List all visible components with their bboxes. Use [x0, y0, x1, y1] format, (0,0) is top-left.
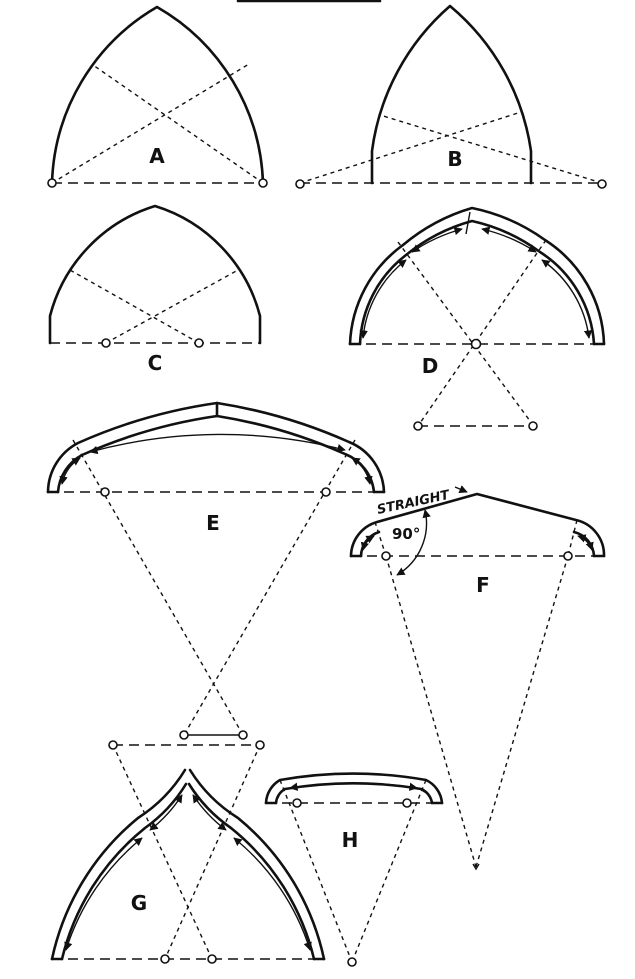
arch-f-radius-line-left — [386, 556, 476, 867]
arch-e-radius-line-left — [73, 440, 243, 735]
arch-f-intrados-right — [574, 532, 594, 556]
arch-h-radius-line-left — [280, 780, 352, 962]
label-a: A — [149, 144, 165, 168]
label-f: F — [476, 573, 490, 597]
arch-g-arc-arrow-right — [234, 838, 310, 950]
annotation-straight: STRAIGHT — [375, 487, 451, 518]
arch-d-centre-middle — [472, 340, 481, 349]
arch-a-centre-left — [48, 179, 56, 187]
arch-g-radius-line-left-upper — [113, 745, 212, 959]
arch-c-centre-right — [195, 339, 203, 347]
arch-g-arc-arrow-upper-right — [193, 795, 226, 830]
arch-g-centre-upper-left — [109, 741, 117, 749]
arch-f-joint-line-right — [568, 520, 577, 556]
arch-a — [48, 7, 267, 187]
arch-c-radius-line-left — [106, 270, 238, 343]
arch-h-centre-lower — [348, 958, 356, 966]
arch-e-centre-left — [101, 488, 109, 496]
arch-g-intrados-right — [189, 784, 314, 959]
arch-g-intrados-left — [62, 784, 186, 959]
label-g: G — [130, 891, 148, 915]
arch-h — [266, 774, 442, 966]
arch-f-radius-line-right — [476, 556, 568, 867]
arch-d-centre-lower-left — [414, 422, 422, 430]
arch-e — [48, 403, 384, 739]
arch-g-centre-upper-right — [256, 741, 264, 749]
arch-h-centre-right — [403, 799, 411, 807]
arch-g-centre-lower-right — [208, 955, 216, 963]
annotation-angle: 90° — [392, 525, 421, 543]
arch-d-centre-lower-right — [529, 422, 537, 430]
arch-e-intrados — [58, 416, 374, 492]
arch-b — [296, 6, 606, 188]
arch-e-centre-lower-left — [180, 731, 188, 739]
arch-f — [351, 487, 604, 869]
arch-g — [52, 741, 324, 963]
arch-a-radius-line-right — [93, 65, 263, 183]
arch-c — [50, 206, 260, 375]
arch-f-joint-line-left — [375, 522, 386, 556]
label-c: C — [147, 351, 163, 375]
arch-c-outline — [50, 206, 260, 343]
arch-f-intrados-left — [361, 532, 379, 556]
arch-g-centre-lower-left — [161, 955, 169, 963]
arch-d-intrados — [360, 221, 594, 344]
label-d: D — [421, 354, 439, 378]
label-h: H — [341, 828, 359, 852]
arch-b-centre-left — [296, 180, 304, 188]
arch-b-radius-line-left — [300, 112, 521, 183]
arch-a-centre-right — [259, 179, 267, 187]
arch-c-radius-line-right — [70, 270, 199, 343]
arch-b-centre-right — [598, 180, 606, 188]
arch-f-centre-right — [564, 552, 572, 560]
label-b: B — [447, 147, 463, 171]
arch-d — [350, 208, 604, 430]
arch-e-centre-lower-right — [239, 731, 247, 739]
arch-b-radius-line-right — [380, 115, 602, 183]
label-e: E — [206, 511, 220, 535]
arch-f-centre-left — [382, 552, 390, 560]
arch-g-arc-arrow-upper-left — [150, 795, 182, 830]
arch-g-extrados-right — [190, 770, 324, 959]
arch-d-radius-line-left — [398, 242, 533, 425]
arch-h-centre-left — [293, 799, 301, 807]
arch-c-centre-left — [102, 339, 110, 347]
arch-f-straight-pointer — [455, 487, 467, 492]
arch-h-radius-line-right — [352, 780, 426, 962]
arch-e-centre-right — [322, 488, 330, 496]
arch-e-radius-line-right — [184, 440, 355, 735]
arch-d-radius-line-right — [418, 240, 546, 426]
